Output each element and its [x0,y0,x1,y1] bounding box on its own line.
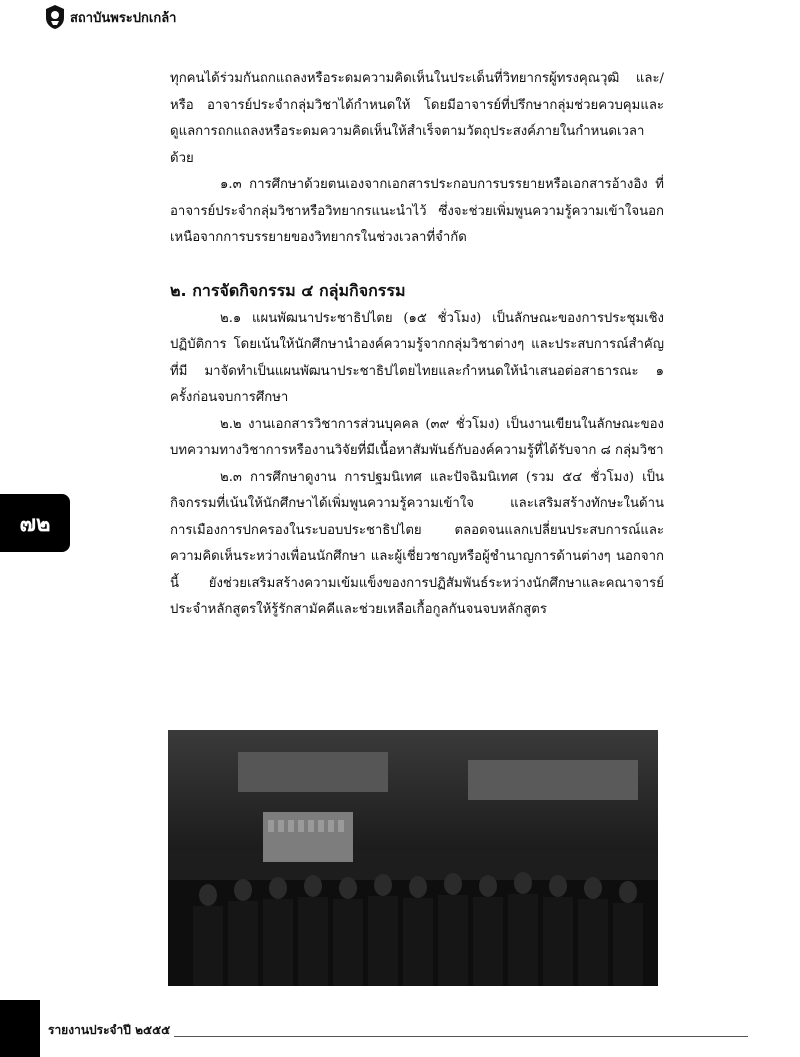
institute-emblem-icon [44,4,66,30]
page-number: ๗๒ [19,511,51,537]
paragraph: ๒.๒ งานเอกสารวิชาการส่วนบุคคล (๓๙ ชั่วโมง) เป็นงานเขียนในลักษณะของบทความทางวิชาการหรืองานวิจัยที่มีเนื้อหาสัมพันธ์กับองค์ความรู้ที่ได้รับจาก ๘ กลุ่มวิชา [170,416,664,458]
page-footer [48,1020,748,1040]
paragraph: ๑.๓ การศึกษาด้วยตนเองจากเอกสารประกอบการบรรยายหรือเอกสารอ้างอิง ที่อาจารย์ประจำกลุ่มวิชาหรือวิทยากรแนะนำไว้ ซึ่งจะช่วยเพิ่มพูนความรู้ความเข้าใจนอกเหนือจากการบรรยายของวิทยากรในช่วงเวลาที่จำกัด [170,177,664,245]
page-number-tab [0,494,70,552]
institute-name: สถาบันพระปกเกล้า [70,10,177,26]
page-header [44,4,176,30]
footer-rule [174,1036,748,1037]
paragraph: ๒.๓ การศึกษาดูงาน การปฐมนิเทศ และปัจฉิมนิเทศ (รวม ๕๔ ชั่วโมง) เป็นกิจกรรมที่เน้นให้นักศึกษาได้เพิ่มพูนความรู้ความเข้าใจ และเสริมสร้างทักษะในด้านการเมืองการปกครองในระบอบประชาธิปไตย ตลอดจนแลกเปลี่ยนประสบการณ์และความคิดเห็นระหว่างเพื่อนนักศึกษา และผู้เชี่ยวชาญหรือผู้ชำนาญการด้านต่างๆ นอกจากนี้ ยังช่วยเสริมสร้างความเข้มแข็งของการปฏิสัมพันธ์ระหว่างนักศึกษาและคณาจารย์ประจำหลักสูตรให้รู้รักสามัคคีและช่วยเหลือเกื้อกูลกันจนจบหลักสูตร [170,469,664,617]
paragraph: ทุกคนได้ร่วมกันถกแถลงหรือระดมความคิดเห็นในประเด็นที่วิทยากรผู้ทรงคุณวุฒิ และ/หรือ อาจารย์ประจำกลุ่มวิชาได้กำหนดให้ โดยมีอาจารย์ที่ปรึกษากลุ่มช่วยควบคุมและดูแลการถกแถลงหรือระดมความคิดเห็นให้สำเร็จตามวัตถุประสงค์ภายในกำหนดเวลาด้วย [170,71,664,166]
paragraph: ๒.๑ แผนพัฒนาประชาธิปไตย (๑๕ ชั่วโมง) เป็นลักษณะของการประชุมเชิงปฏิบัติการ โดยเน้นให้นักศึกษานำองค์ความรู้จากกลุ่มวิชาต่างๆ และประสบการณ์สำคัญที่มี มาจัดทำเป็นแผนพัฒนาประชาธิปไตยไทยและกำหนดให้นำเสนอต่อสาธารณะ ๑ ครั้งก่อนจบการศึกษา [170,310,664,405]
footer-text: รายงานประจำปี ๒๕๕๕ [48,1023,171,1037]
group-photo [168,730,658,986]
footer-corner-block [0,1000,40,1057]
body-text [170,66,664,624]
group-photo-image [168,730,658,986]
section-heading: ๒. การจัดกิจกรรม ๔ กลุ่มกิจกรรม [170,280,406,300]
